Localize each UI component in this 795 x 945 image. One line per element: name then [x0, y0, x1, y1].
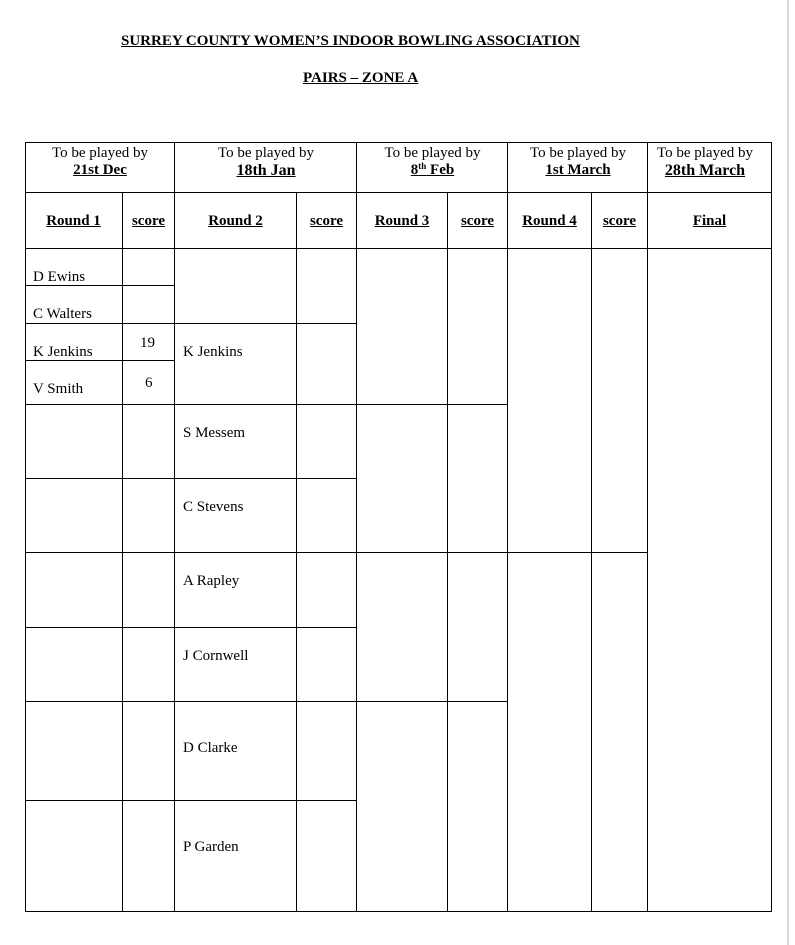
date-round2: 18th Jan	[236, 162, 296, 179]
grid-line	[591, 192, 592, 912]
round2-player: D Clarke	[183, 740, 238, 756]
column-header-round3: Round 3	[374, 213, 430, 229]
round2-player: S Messem	[183, 425, 246, 441]
date-header-round3	[357, 145, 508, 179]
date-caption: To be played by	[217, 145, 314, 161]
date-header-final	[648, 145, 762, 180]
date-round3	[357, 162, 508, 179]
date-caption: To be played by	[656, 145, 753, 161]
date-round3-suffix: th	[418, 161, 427, 171]
round1-player: V Smith	[33, 381, 84, 397]
column-header-round1: Round 1	[46, 213, 101, 229]
date-caption: To be played by	[51, 145, 148, 161]
document-title: SURREY COUNTY WOMEN’S INDOOR BOWLING ASSOCIATION	[121, 33, 580, 49]
date-round1: 21st Dec	[73, 162, 127, 178]
round2-player: K Jenkins	[183, 344, 243, 360]
table-top-border	[25, 142, 772, 143]
date-round4: 1st March	[545, 162, 611, 178]
page-edge-shadow	[787, 0, 789, 945]
column-header-divider	[25, 248, 772, 249]
date-round3-day: 8	[410, 162, 419, 178]
document-subtitle: PAIRS – ZONE A	[303, 70, 419, 86]
column-header-score4: score	[602, 213, 637, 229]
grid-line	[174, 142, 175, 912]
date-header-round2	[175, 145, 357, 180]
column-header-score2: score	[309, 213, 344, 229]
grid-line	[25, 552, 648, 553]
header-divider	[25, 192, 772, 193]
grid-line	[356, 142, 357, 912]
round1-score: 6	[145, 375, 153, 391]
date-round3-month: Feb	[426, 162, 455, 178]
grid-line	[25, 701, 508, 702]
round2-player: J Cornwell	[183, 648, 249, 664]
date-caption: To be played by	[384, 145, 481, 161]
grid-line	[296, 192, 297, 912]
grid-line	[25, 478, 357, 479]
date-header-round4	[508, 145, 648, 179]
grid-line	[25, 800, 357, 801]
grid-line	[447, 192, 448, 912]
column-header-round2: Round 2	[208, 213, 263, 229]
grid-line	[647, 142, 648, 912]
round1-score: 19	[140, 335, 155, 351]
round1-player: D Ewins	[33, 269, 86, 285]
table-left-border	[25, 142, 26, 912]
date-final: 28th March	[664, 162, 746, 179]
round2-player: A Rapley	[183, 573, 240, 589]
table-bottom-border	[25, 911, 772, 912]
round1-player: C Walters	[33, 306, 92, 322]
grid-line	[507, 142, 508, 912]
date-caption: To be played by	[529, 145, 626, 161]
round2-player: P Garden	[183, 839, 239, 855]
table-right-border	[771, 142, 772, 912]
grid-line	[122, 192, 123, 912]
grid-line	[25, 323, 357, 324]
grid-line	[25, 627, 357, 628]
grid-line	[25, 404, 508, 405]
date-header-round1	[25, 145, 175, 179]
column-header-score3: score	[460, 213, 495, 229]
round2-player: C Stevens	[183, 499, 244, 515]
column-header-round4: Round 4	[522, 213, 577, 229]
column-header-score1: score	[131, 213, 166, 229]
round1-player: K Jenkins	[33, 344, 93, 360]
column-header-final: Final	[692, 213, 727, 229]
